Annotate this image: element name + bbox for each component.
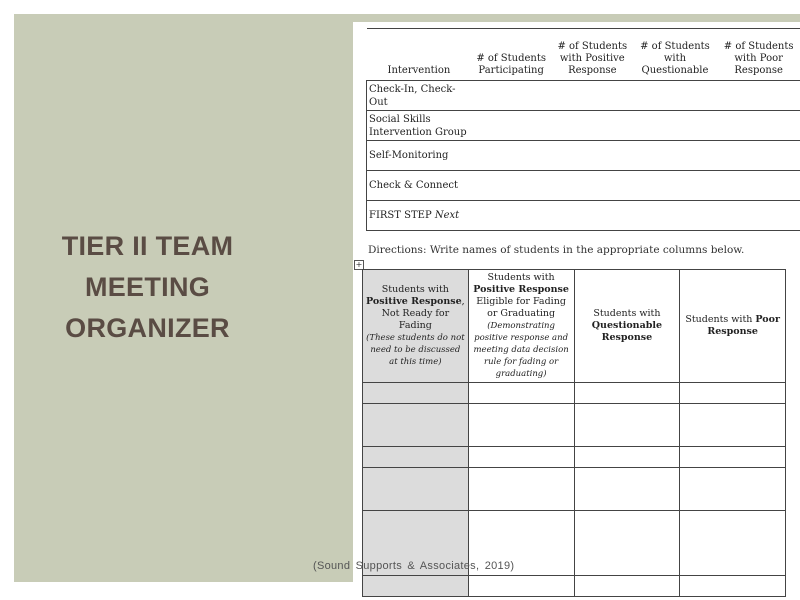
intervention-cell: Check-In, Check-Out [367, 81, 472, 111]
table-row [363, 404, 786, 447]
header-intervention: Intervention [367, 29, 472, 81]
header-participating: # of Students Participating [471, 29, 551, 81]
intervention-cell: Self-Monitoring [367, 141, 472, 171]
table-row [367, 81, 800, 111]
table-move-handle-icon[interactable]: + [355, 260, 363, 269]
table-row [367, 111, 800, 141]
table-row [363, 468, 786, 511]
intervention-cell: Check & Connect [367, 171, 472, 201]
citation: (Sound Supports & Associates, 2019) [313, 560, 515, 572]
header-positive-eligible: Students with Positive Response Eligible for Fading or Graduating (Demonstrating positive response and meeting data decision rule for fading or graduating) [468, 270, 574, 383]
directions-text: Directions: Write names of students in the appropriate columns below. [368, 244, 745, 256]
intervention-cell: FIRST STEP Next [367, 201, 472, 231]
header-positive-not-ready: Students with Positive Response, Not Ready for Fading (These students do not need to be discussed at this time) [363, 270, 469, 383]
header-poor: # of Students with Poor Response [716, 29, 800, 81]
table-row [367, 141, 800, 171]
table-row [363, 576, 786, 597]
table-row [363, 447, 786, 468]
intervention-table [366, 28, 800, 231]
table-row [367, 201, 800, 231]
header-positive: # of Students with Positive Response [551, 29, 634, 81]
slide-title: TIER II TEAM MEETING ORGANIZER [61, 231, 234, 343]
document-image [353, 22, 800, 600]
header-poor: Students with Poor Response [680, 270, 786, 383]
header-questionable: # of Students with Questionable [634, 29, 717, 81]
intervention-cell: Social Skills Intervention Group [367, 111, 472, 141]
student-table [362, 269, 786, 597]
header-questionable: Students with Questionable Response [574, 270, 680, 383]
table-row [367, 171, 800, 201]
table-row [363, 383, 786, 404]
